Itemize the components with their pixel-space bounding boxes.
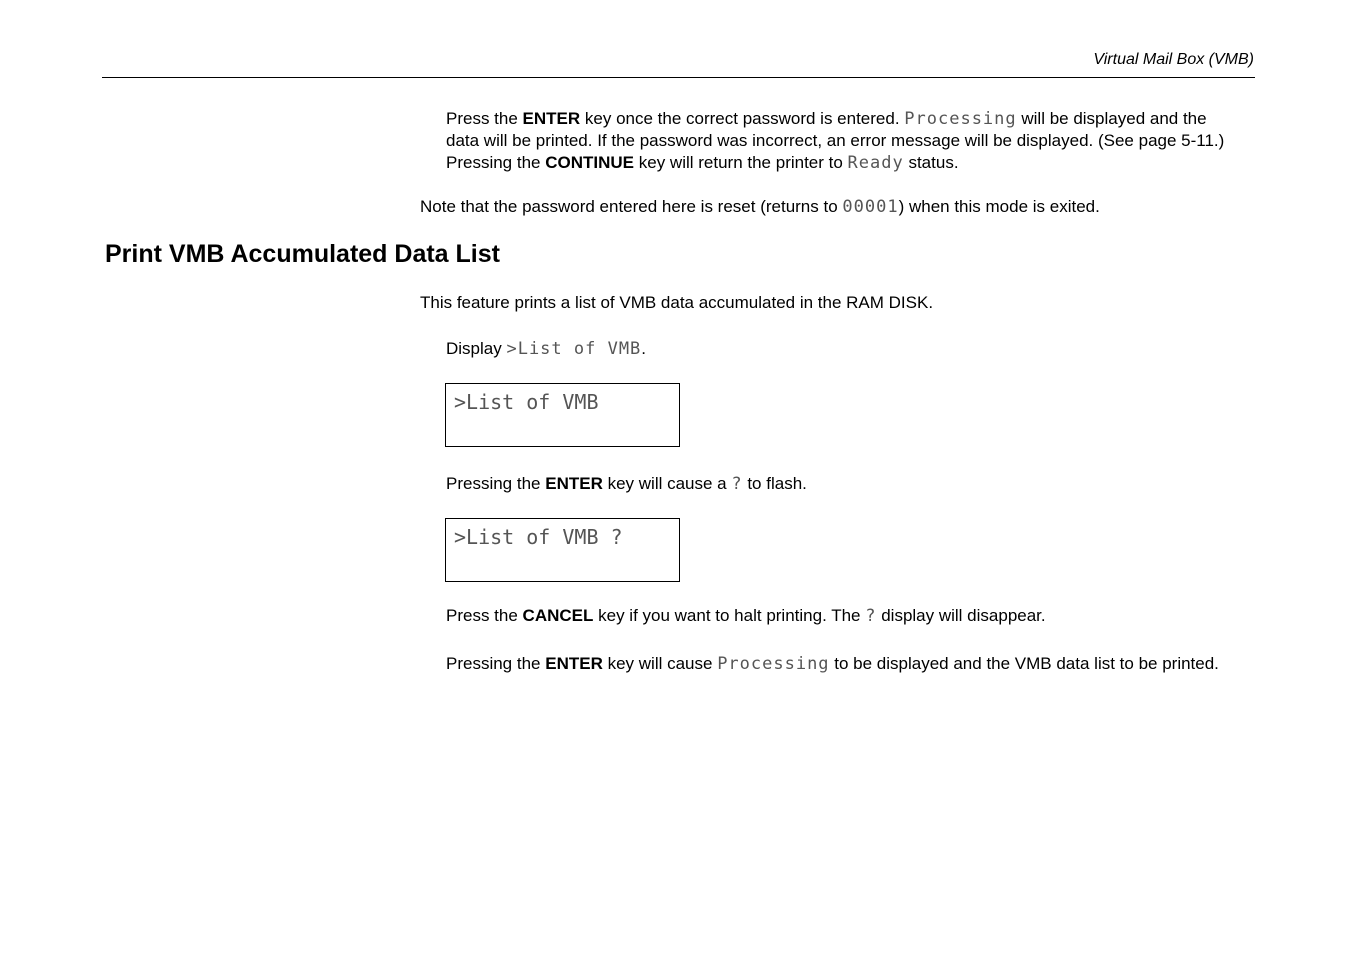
text-run: Note that the password entered here is reset (returns to — [420, 197, 843, 216]
text-run: to flash. — [742, 474, 807, 493]
text-run: to be displayed and the VMB data list to be printed. — [829, 654, 1219, 673]
display-instruction — [446, 338, 1236, 360]
text-run: key if you want to halt printing. The — [593, 606, 866, 625]
enter-key-label: ENTER — [522, 109, 581, 128]
text-run: Pressing the — [446, 474, 546, 493]
password-reset-note — [420, 196, 1240, 218]
section-title: Print VMB Accumulated Data List — [105, 240, 500, 268]
text-run: status. — [903, 153, 959, 172]
text-run: display will disappear. — [876, 606, 1046, 625]
text-run: key will return the printer to — [634, 153, 848, 172]
feature-description: This feature prints a list of VMB data accumulated in the RAM DISK. — [420, 293, 934, 312]
text-run: ) when this mode is exited. — [898, 197, 1100, 216]
lcd-ready-text: Ready — [847, 153, 904, 173]
text-run: Press the — [446, 109, 523, 128]
enter-print-paragraph — [446, 653, 1236, 675]
lcd-processing-text: Processing — [717, 654, 830, 674]
enter-key-label: ENTER — [545, 474, 603, 493]
lcd-processing-text: Processing — [904, 109, 1017, 129]
text-run: Display — [446, 339, 507, 358]
text-run: key will cause a — [602, 474, 732, 493]
text-run: Pressing the — [446, 654, 546, 673]
lcd-question-mark: ? — [731, 474, 743, 494]
cancel-key-label: CANCEL — [522, 606, 594, 625]
text-run: key will cause — [602, 654, 718, 673]
lcd-display-box — [445, 383, 680, 447]
lcd-password-text: 00001 — [842, 197, 899, 217]
text-run: . — [641, 339, 647, 358]
enter-flash-paragraph — [446, 473, 1236, 495]
running-header: Virtual Mail Box (VMB) — [1093, 51, 1254, 68]
text-run: will be displayed and the data will be printed. If the password was incorrect, an error message will be displayed. (See page 5-11.) Pressing the — [446, 109, 1225, 172]
lcd-question-mark: ? — [865, 606, 877, 626]
enter-password-paragraph — [446, 108, 1236, 174]
continue-key-label: CONTINUE — [545, 153, 635, 172]
header-divider — [102, 77, 1255, 78]
lcd-display-text: >List of VMB — [454, 390, 599, 414]
lcd-display-text: >List of VMB ? — [454, 525, 623, 549]
text-run: Press the — [446, 606, 523, 625]
text-run: key once the correct password is entered. — [580, 109, 905, 128]
lcd-list-of-vmb-text: >List of VMB — [506, 339, 642, 359]
lcd-display-box-confirm — [445, 518, 680, 582]
cancel-paragraph — [446, 605, 1236, 627]
enter-key-label: ENTER — [545, 654, 603, 673]
